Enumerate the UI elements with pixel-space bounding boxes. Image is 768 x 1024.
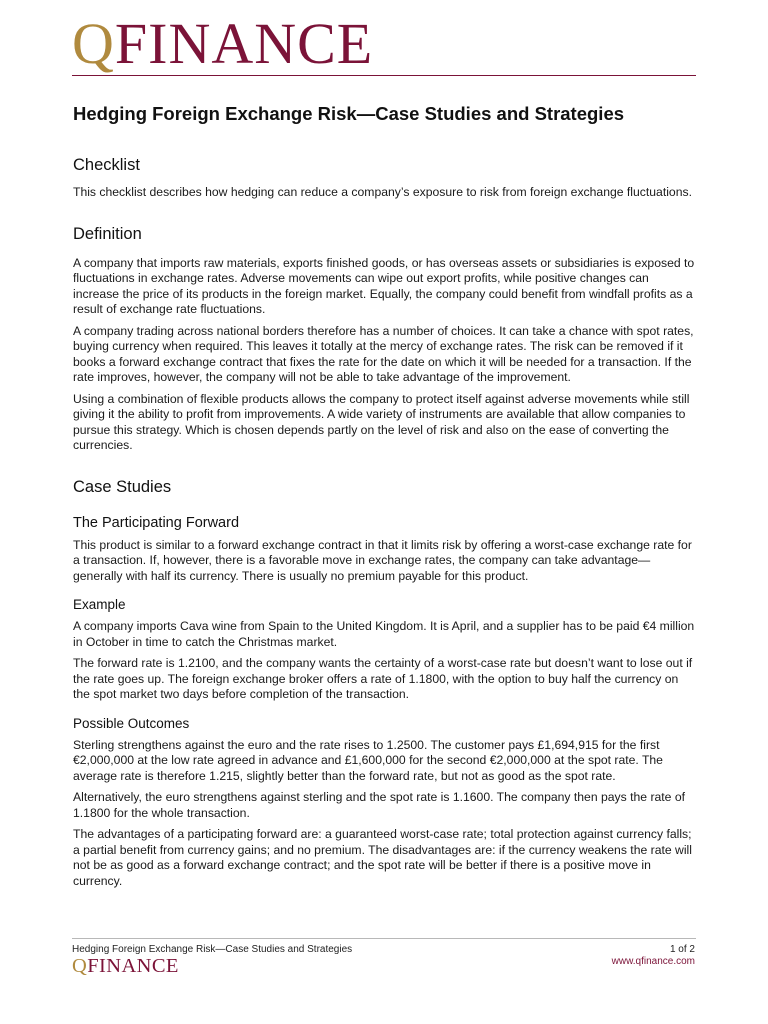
example-paragraph-1: A company imports Cava wine from Spain to the United Kingdom. It is April, and a supplier has to be paid €4 million in October in time to catch the Christmas market. bbox=[73, 619, 695, 649]
definition-paragraph-2: A company trading across national borders therefore has a number of choices. It can take a chance with spot rates, buying currency when required. This leaves it totally at the mercy of exchange rates. The risk can be removed if it books a forward exchange contract that fixes the rate for the date on which it will be needed for a transaction. If the rate improves, however, the company will not be able to take advantage of the improvement. bbox=[73, 323, 694, 384]
definition-heading: Definition bbox=[73, 224, 142, 243]
footer-meta bbox=[612, 944, 695, 968]
logo-q: Q bbox=[72, 11, 115, 76]
website-link[interactable]: www.qfinance.com bbox=[611, 956, 695, 967]
qfinance-logo bbox=[72, 12, 373, 76]
logo-finance: FINANCE bbox=[114, 11, 374, 76]
footer-qfinance-logo bbox=[72, 955, 179, 977]
footer-title: Hedging Foreign Exchange Risk—Case Studies and Strategies bbox=[72, 944, 353, 955]
outcomes-paragraph-2: Alternatively, the euro strengthens against sterling and the spot rate is 1.1600. The company then pays the rate of 1.1800 for the whole transaction. bbox=[73, 790, 686, 820]
checklist-heading: Checklist bbox=[73, 156, 140, 174]
checklist-text: This checklist describes how hedging can reduce a company’s exposure to risk from foreign exchange fluctuations. bbox=[73, 185, 692, 199]
outcomes-heading: Possible Outcomes bbox=[73, 715, 190, 731]
participating-forward-heading: The Participating Forward bbox=[73, 514, 240, 531]
document-body bbox=[73, 101, 697, 889]
definition-paragraph-1: A company that imports raw materials, exports finished goods, or has overseas assets or subsidiaries is exposed to fluctuations in exchange rates. Adverse movements can wipe out export profits, while positive changes can increase the price of its products in the foreign market. Equally, the company could benefit from windfall profits as a result of exchange rate fluctuations. bbox=[73, 255, 695, 316]
footer-logo-finance: FINANCE bbox=[87, 955, 179, 977]
outcomes-paragraph-3: The advantages of a participating forward are: a guaranteed worst-case rate; total protection against currency falls; a partial benefit from currency gains; and no premium. The disadvantages are: if the currency weakens the rate will not be as good as a forward exchange contract; and the spot rate will be better if there is a positive move in currency. bbox=[73, 827, 692, 888]
document-title: Hedging Foreign Exchange Risk—Case Studies and Strategies bbox=[73, 103, 625, 124]
definition-paragraph-3: Using a combination of flexible products allows the company to protect itself against adverse movements while still giving it the ability to profit from improvements. A wide variety of instruments are available that allow companies to pursue this strategy. Which is chosen depends partly on the level of risk and also on the ease of converting the currencies. bbox=[73, 391, 690, 452]
page-number: 1 of 2 bbox=[669, 944, 695, 955]
participating-forward-text: This product is similar to a forward exchange contract in that it limits risk by offering a worst-case exchange rate for a transaction. If, however, there is a favorable move in exchange rates, the company can take advantage—generally with half its currency. There is usually no premium payable for this product. bbox=[73, 537, 692, 583]
example-paragraph-2: The forward rate is 1.2100, and the company wants the certainty of a worst-case rate but doesn’t want to lose out if the rate goes up. The foreign exchange broker offers a rate of 1.1800, with the option to buy half the currency on the spot market two days before completion of the transaction. bbox=[73, 656, 693, 701]
header-divider bbox=[72, 75, 696, 76]
outcomes-paragraph-1: Sterling strengthens against the euro and the rate rises to 1.2500. The customer pays £1,694,915 for the first €2,000,000 at the low rate agreed in advance and £1,600,000 for the second €2,000,000 at the spot rate. The average rate is therefore 1.215, slightly better than the forward rate, but not as good as the spot rate. bbox=[73, 737, 663, 783]
example-heading: Example bbox=[73, 597, 126, 612]
case-studies-heading: Case Studies bbox=[73, 477, 172, 496]
footer-divider bbox=[72, 938, 696, 939]
footer-logo-q: Q bbox=[72, 955, 88, 977]
